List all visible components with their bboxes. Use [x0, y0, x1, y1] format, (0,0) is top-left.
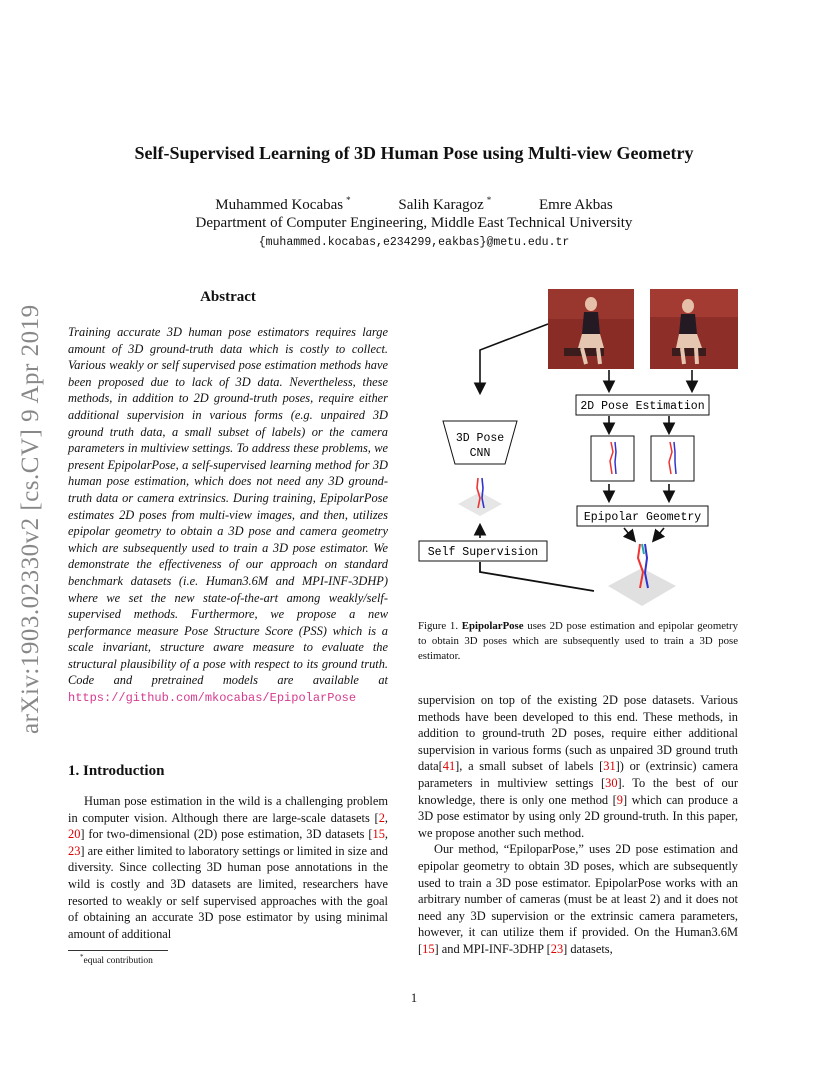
page-number: 1 — [410, 991, 418, 1005]
pose-estimation-label: 2D Pose Estimation — [580, 400, 705, 413]
arrow — [624, 528, 634, 540]
paper-title: Self-Supervised Learning of 3D Human Pose using Multi-view Geometry — [134, 143, 694, 163]
author-emails: {muhammed.kocabas,e234299,eakbas}@metu.edu.tr — [258, 236, 570, 249]
abstract-body: Training accurate 3D human pose estimators requires large amount of 3D ground-truth data which is costly to collect. Various weakly or self supervised pose estimation methods have been proposed due to lack of 3D data. Nevertheless, these methods, in addition to 2D ground-truth poses, require either additional supervision in various forms (e.g. unpaired 3D ground truth data, a small subset of labels) or the camera parameters in multiview settings. To address these problems, we present EpipolarPose, a self-supervised learning method for 3D human pose estimation, which does not need any 3D ground-truth data or camera extrinsics. During training, EpipolarPose estimates 2D poses from multi-view images, and then, utilizes epipolar geometry to obtain a 3D pose and camera geometry which are subsequently used to train a 3D pose estimator. We demonstrate the effectiveness of our approach on standard benchmark datasets (i.e. Human3.6M and MPI-INF-3DHP) where we set the new state-of-the-art among weakly/self-supervised methods. Furthermore, we propose a new performance measure Pose Structure Score (PSS) which is a scale invariant, structure aware measure to evaluate the structural plausibility of a pose with respect to its ground truth. Code and pretrained models are available at https://github.com/mkocabas/EpipolarPose — [68, 325, 388, 706]
arrow — [480, 324, 548, 392]
intro-paragraph: Human pose estimation in the wild is a challenging problem in computer vision. Although there are large-scale datasets [2, 20] for two-dimensional (2D) pose estimation, 3D datasets [15, 23] are either limited to laboratory settings or limited in size and diversity. Since collecting 3D human pose annotations in the wild is costly and 3D datasets are limited, researchers have resorted to weakly or self supervised approaches with the goal of obtaining an accurate 3D pose estimator by using minimal amount of additional — [68, 794, 388, 941]
affiliation: Department of Computer Engineering, Middle East Technical University — [195, 215, 633, 231]
citation-link[interactable]: 2 — [378, 810, 385, 825]
camera-view-photo-left — [548, 289, 634, 369]
citation-link[interactable]: 15 — [422, 941, 435, 956]
citation-link[interactable]: 23 — [550, 941, 564, 956]
author: Muhammed Kocabas * — [215, 195, 351, 213]
pose-2d-left — [591, 436, 634, 481]
supervision-line — [480, 562, 594, 591]
author-list — [0, 195, 828, 214]
paragraph: supervision on top of the existing 2D pose datasets. Various methods have been developed to this end. These methods, in addition to ground-truth 2D poses, require either additional supervision in various forms (such as unpaired 3D ground truth data[41], a small subset of labels [31]) or (extrinsic) camera parameters in multiview settings [30]. To the best of our knowledge, there is only one method [9] which can produce a 3D pose estimator by using only 2D ground-truth. In this paper, we propose another such method. — [418, 693, 739, 840]
citation-link[interactable]: 31 — [603, 759, 616, 774]
figure-caption: Figure 1. EpipolarPose uses 2D pose estimation and epipolar geometry to obtain 3D poses which are subsequently used to train a 3D pose estimator. — [418, 620, 738, 662]
self-supervision-label: Self Supervision — [427, 546, 539, 559]
camera-view-photo-right — [650, 289, 738, 369]
code-link[interactable]: https://github.com/mkocabas/EpipolarPose — [68, 691, 357, 706]
epipolar-geometry-label: Epipolar Geometry — [583, 511, 702, 524]
citation-link[interactable]: 15 — [372, 827, 385, 842]
citation-link[interactable]: 9 — [616, 792, 623, 807]
citation-link[interactable]: 23 — [68, 843, 81, 858]
author: Salih Karagoz * — [398, 195, 492, 213]
paragraph: Our method, “EpiloparPose,” uses 2D pose estimation and epipolar geometry to obtain 3D poses, which are subsequently used to train a 3D pose estimator. EpipolarPose works with an arbitrary number of cameras (must be at least 2) and it does not need any 3D supervision or the extrinsic camera parameters, however, it can utilize them if provided. On the Human3.6M [15] and MPI-INF-3DHP [23] datasets, — [418, 842, 738, 956]
right-column-text — [418, 692, 738, 958]
arrow — [654, 528, 664, 540]
abstract-heading: Abstract — [200, 289, 256, 305]
citation-link[interactable]: 30 — [605, 775, 618, 790]
pose-cnn-label: 3D Pose — [455, 432, 505, 445]
author: Emre Akbas — [539, 197, 613, 213]
citation-link[interactable]: 41 — [442, 759, 456, 774]
citation-link[interactable]: 20 — [68, 827, 81, 842]
arxiv-identifier: arXiv:1903.02330v2 [cs.CV] 9 Apr 2019 — [17, 304, 44, 734]
pose-2d-right — [651, 436, 694, 481]
section-heading: 1. Introduction — [68, 763, 165, 779]
figure-epipolarpose-diagram — [414, 286, 754, 616]
pose-cnn-label: CNN — [469, 447, 491, 460]
footnote-rule — [68, 950, 168, 951]
footnote: *equal contribution — [80, 953, 153, 967]
